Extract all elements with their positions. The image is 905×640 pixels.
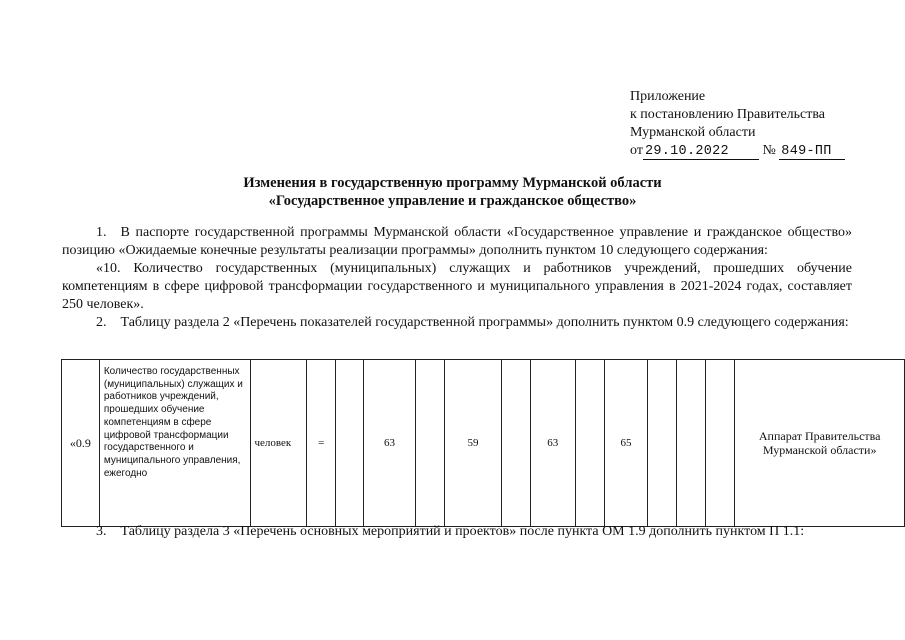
- title-line-2: «Государственное управление и гражданское общество»: [268, 193, 637, 209]
- paragraph-2: «10. Количество государственных (муниципальных) служащих и работников учреждений, прошедших обучение компетенциям в сфере цифровой трансформации государственного и муниципального управления в 2021-2024 годах, составляет 250 человек».: [62, 261, 852, 312]
- appendix-header: [630, 88, 870, 160]
- appendix-region: Мурманской области: [630, 125, 756, 140]
- value-cell: [648, 360, 677, 527]
- table-row: [62, 360, 905, 527]
- indicators-table: [61, 359, 905, 527]
- indicator-name: Количество государственных (муниципальных) служащих и работников учреждений, прошедших обучение компетенциям в сфере цифровой трансформации государственного и муниципального управления, ежегодно: [99, 360, 250, 527]
- appendix-date-number: [630, 142, 870, 160]
- paragraph-4: 3. Таблицу раздела 3 «Перечень основных мероприятий и проектов» после пункта ОМ 1.9 дополнить пунктом П 1.1:: [96, 524, 805, 539]
- document-body: [62, 224, 852, 332]
- value-cell: [677, 360, 706, 527]
- document-body-continued: [62, 523, 852, 541]
- value-cell: [706, 360, 735, 527]
- responsible-organization: Аппарат Правительства Мурманской области»: [735, 360, 905, 527]
- appendix-title: Приложение: [630, 89, 706, 104]
- resolution-number: 849-ПП: [779, 145, 845, 160]
- value-cell: [575, 360, 604, 527]
- value-cell: [416, 360, 445, 527]
- value-cell: [501, 360, 530, 527]
- value-cell: 65: [604, 360, 648, 527]
- resolution-date: 29.10.2022: [643, 145, 759, 160]
- paragraph-1: 1. В паспорте государственной программы Мурманской области «Государственное управление и гражданское общество» позицию «Ожидаемые конечные результаты реализации программы» дополнить пунктом 10 следующего содержания:: [62, 225, 852, 258]
- title-line-1: Изменения в государственную программу Мурманской области: [243, 175, 662, 191]
- row-number: «0.9: [62, 360, 100, 527]
- date-prefix: от: [630, 143, 643, 158]
- value-cell: 63: [530, 360, 575, 527]
- paragraph-3: 2. Таблицу раздела 2 «Перечень показателей государственной программы» дополнить пунктом 0.9 следующего содержания:: [96, 315, 849, 330]
- value-cell: 63: [363, 360, 415, 527]
- document-title: [0, 174, 905, 210]
- appendix-resolution-ref: к постановлению Правительства: [630, 107, 826, 122]
- value-cell: 59: [445, 360, 502, 527]
- unit-cell: человек: [250, 360, 307, 527]
- number-prefix: №: [762, 143, 776, 158]
- direction-cell: =: [307, 360, 335, 527]
- value-cell: [335, 360, 363, 527]
